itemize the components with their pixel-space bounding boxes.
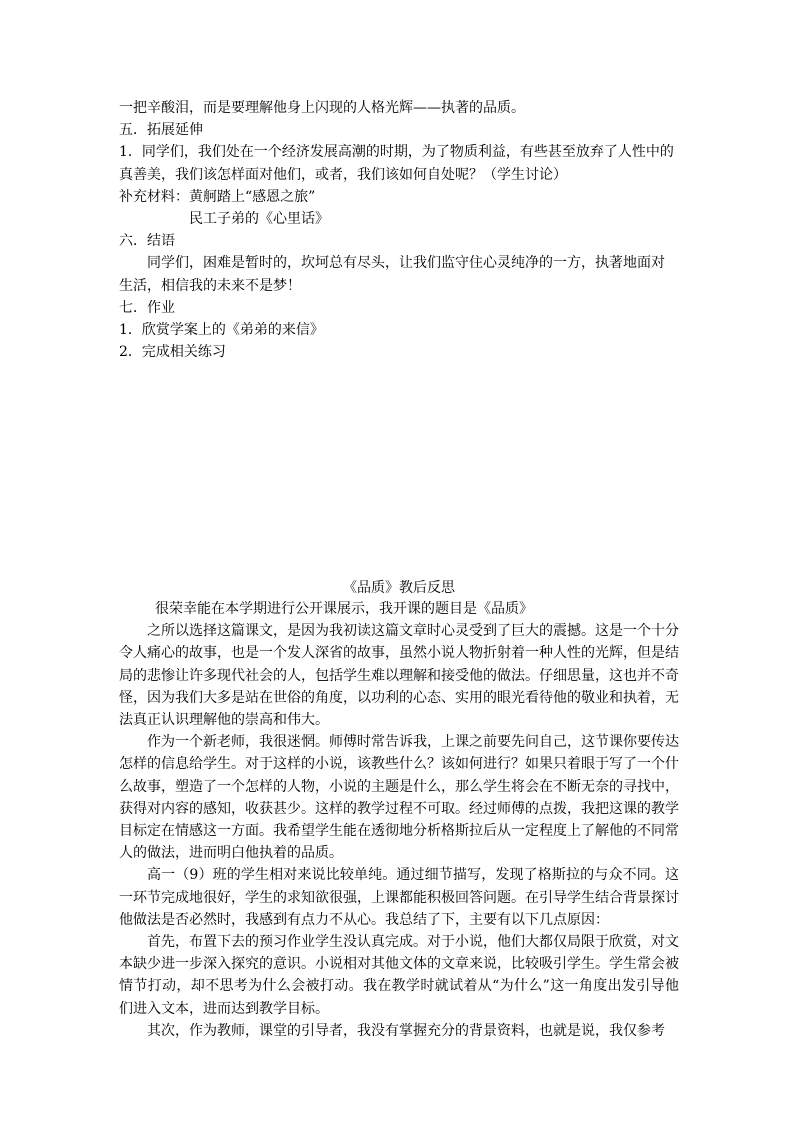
text-line: 真善美，我们该怎样面对他们，或者，我们该如何自处呢？（学生讨论） bbox=[119, 166, 567, 183]
paragraph: 作为一个新老师，我很迷惘。师傅时常告诉我，上课之前要先问自己，这节课你要传达怎样的信息给学生。对于这样的小说，该教些什么？该如何进行？如果只着眼于写了一个什么故事，塑造了一个怎样的人物，小说的主题是什么，那么学生将会在不断无奈的寻找中，获得对内容的感知，收获甚少。这样的教学过程不可取。经过师傅的点拨，我把这课的教学目标定在情感这一方面。我希望学生能在透彻地分析格斯拉后从一定程度上了解他的不同常人的做法，进而明白他执着的品质。 bbox=[119, 734, 679, 862]
supplement-material-line: 补充材料：黄舸踏上“感恩之旅” bbox=[119, 188, 316, 205]
paragraph: 首先，布置下去的预习作业学生没认真完成。对于小说，他们大都仅局限于欣赏，对文本缺少进一步深入探究的意识。小说相对其他文体的文章来说，比较吸引学生。学生常会被情节打动，却不思考为什么会被打动。我在教学时就试着从“为什么”这一角度出发引导他们进入文本，进而达到教学目标。 bbox=[119, 934, 679, 1017]
text-line: 1．同学们，我们处在一个经济发展高潮的时期，为了物质利益，有些甚至放弃了人性中的 bbox=[119, 144, 674, 161]
homework-item: 2．完成相关练习 bbox=[119, 344, 226, 361]
section-heading-conclusion: 六．结语 bbox=[119, 233, 175, 250]
homework-item: 1．欣赏学案上的《弟弟的来信》 bbox=[119, 322, 324, 339]
supplement-material-line: 民工子弟的《心里话》 bbox=[189, 211, 329, 228]
section-heading-extension: 五．拓展延伸 bbox=[119, 122, 203, 139]
paragraph: 很荣幸能在本学期进行公开课展示，我开课的题目是《品质》 bbox=[155, 601, 533, 617]
text-line: 生活，相信我的未来不是梦！ bbox=[119, 277, 301, 294]
reflection-title: 《品质》教后反思 bbox=[343, 580, 455, 596]
reflection-body bbox=[119, 598, 679, 1042]
text-line: 一把辛酸泪，而是要理解他身上闪现的人格光辉——执著的品质。 bbox=[119, 100, 525, 116]
lesson-plan-section bbox=[119, 97, 679, 363]
text-line: 同学们，困难是暂时的，坎坷总有尽头，让我们监守住心灵纯净的一方，执著地面对 bbox=[147, 255, 665, 272]
section-heading-homework: 七．作业 bbox=[119, 299, 175, 316]
paragraph: 之所以选择这篇课文，是因为我初读这篇文章时心灵受到了巨大的震撼。这是一个十分令人痛心的故事，也是一个发人深省的故事，虽然小说人物折射着一种人性的光辉，但是结局的悲惨让许多现代社会的人，包括学生难以理解和接受他的做法。仔细思量，这也并不奇怪，因为我们大多是站在世俗的角度，以功利的心态、实用的眼光看待他的敬业和执着，无法真正认识理解他的崇高和伟大。 bbox=[119, 623, 679, 729]
paragraph: 高一（9）班的学生相对来说比较单纯。通过细节描写，发现了格斯拉的与众不同。这一环节完成地很好，学生的求知欲很强，上课都能积极回答问题。在引导学生结合背景探讨他做法是否必然时，我感到有点力不从心。我总结了下，主要有以下几点原因： bbox=[119, 867, 679, 928]
paragraph: 其次，作为教师，课堂的引导者，我没有掌握充分的背景资料，也就是说，我仅参考 bbox=[147, 1022, 665, 1039]
